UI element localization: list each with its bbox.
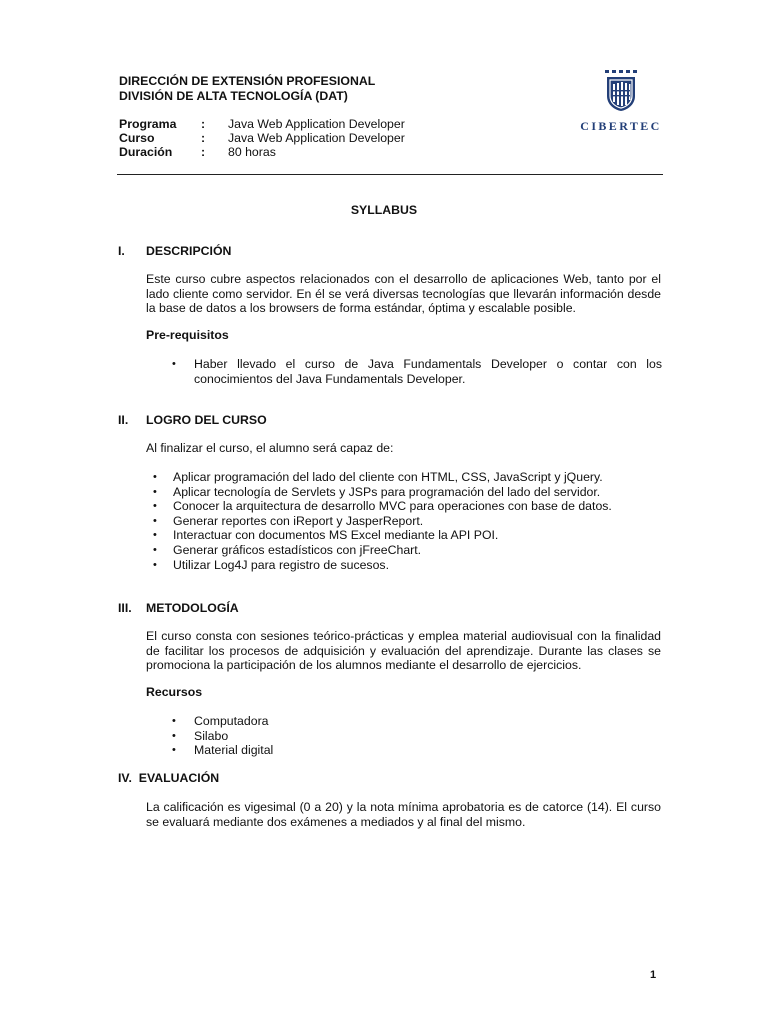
- logo-wordmark: CIBERTEC: [580, 118, 662, 133]
- section-title: EVALUACIÓN: [138, 771, 220, 785]
- meta-value: Java Web Application Developer: [228, 131, 405, 146]
- header-institution: [119, 74, 375, 103]
- page-title: SYLLABUS: [350, 203, 418, 217]
- list-item: • Generar gráficos estadísticos con jFreeChart.: [173, 543, 663, 558]
- list-item: • Computadora: [194, 714, 662, 729]
- prerequisitos-heading: Pre-requisitos: [146, 328, 229, 342]
- meta-sep: :: [201, 131, 206, 146]
- header-divider: [117, 174, 663, 175]
- meta-key: Duración: [119, 145, 173, 160]
- section-heading-logro: [118, 413, 267, 428]
- list-item: • Aplicar programación del lado del cliente con HTML, CSS, JavaScript y jQuery.: [173, 470, 663, 485]
- cibertec-logo: [578, 70, 664, 133]
- section-title: LOGRO DEL CURSO: [146, 413, 267, 427]
- section-heading-descripcion: [118, 244, 231, 259]
- section-number: III.: [118, 601, 132, 615]
- section-heading-evaluacion: [118, 771, 219, 786]
- logro-intro: Al finalizar el curso, el alumno será capaz de:: [146, 441, 394, 455]
- meta-value: Java Web Application Developer: [228, 117, 405, 131]
- shield-icon: [606, 76, 636, 112]
- logro-list: [173, 470, 663, 572]
- meta-sep: :: [201, 145, 206, 160]
- list-item: • Aplicar tecnología de Servlets y JSPs para programación del lado del servidor.: [173, 485, 663, 500]
- meta-key: Curso: [119, 131, 155, 146]
- recursos-heading: Recursos: [146, 685, 203, 699]
- descripcion-paragraph: Este curso cubre aspectos relacionados con el desarrollo de aplicaciones Web, tanto por el lado cliente como servidor. En él se verá diversas tecnologías que llevarán información desde la base de datos a los browsers de forma estándar, óptima y escalable posible.: [146, 272, 661, 316]
- section-number: II.: [118, 413, 129, 427]
- header-line-2: DIVISIÓN DE ALTA TECNOLOGÍA (DAT): [119, 88, 348, 103]
- section-title: DESCRIPCIÓN: [146, 244, 232, 258]
- meta-value: 80 horas: [228, 145, 276, 160]
- prerequisitos-list: [194, 357, 662, 386]
- page-number: 1: [650, 969, 657, 981]
- meta-row-programa: [119, 117, 405, 131]
- header-line-1: DIRECCIÓN DE EXTENSIÓN PROFESIONAL: [119, 74, 376, 88]
- metodologia-paragraph: El curso consta con sesiones teórico-prácticas y emplea material audiovisual con la finalidad de facilitar los procesos de adquisición y evaluación del aprendizaje. Durante las clases se promociona la participación de los alumnos mediante el desarrollo de ejercicios.: [146, 629, 661, 673]
- meta-sep: :: [201, 117, 206, 131]
- section-title: METODOLOGÍA: [146, 601, 239, 615]
- list-item: • Generar reportes con iReport y JasperReport.: [173, 514, 663, 529]
- logo-dots: [578, 70, 664, 73]
- evaluacion-paragraph: La calificación es vigesimal (0 a 20) y la nota mínima aprobatoria es de catorce (14). El curso se evaluará mediante dos exámenes a mediados y al final del mismo.: [146, 800, 661, 829]
- list-item: • Interactuar con documentos MS Excel mediante la API POI.: [173, 528, 663, 543]
- meta-key: Programa: [119, 117, 177, 131]
- list-item: • Material digital: [194, 743, 662, 758]
- list-item: • Silabo: [194, 729, 662, 744]
- list-item: • Utilizar Log4J para registro de sucesos.: [173, 558, 663, 573]
- course-meta: [119, 117, 405, 160]
- recursos-list: [194, 714, 662, 758]
- list-item: • Haber llevado el curso de Java Fundamentals Developer o contar con los conocimientos del Java Fundamentals Developer.: [194, 357, 662, 386]
- section-number: IV.: [118, 771, 132, 785]
- section-number: I.: [118, 244, 125, 258]
- meta-row-duracion: [119, 145, 405, 159]
- section-heading-metodologia: [118, 601, 239, 616]
- list-item: • Conocer la arquitectura de desarrollo MVC para operaciones con base de datos.: [173, 499, 663, 514]
- meta-row-curso: [119, 131, 405, 145]
